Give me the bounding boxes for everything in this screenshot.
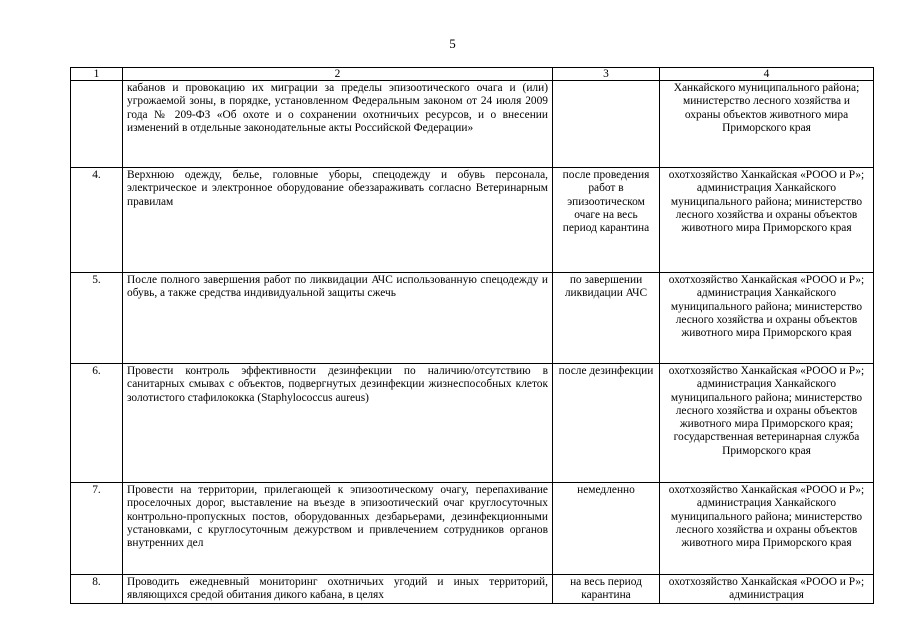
header-col-1: 1 [71,68,123,81]
row-number: 4. [71,168,123,273]
row-number: 7. [71,483,123,575]
table-row [71,168,874,273]
row-term: по завершении ликвидации АЧС [553,273,660,364]
row-term: немедленно [553,483,660,575]
row-term [553,81,660,168]
row-number: 6. [71,364,123,483]
row-responsible: охотхозяйство Ханкайская «РООО и Р»; администрация [660,575,874,604]
row-term: после проведения работ в эпизоотическом очаге на весь период карантина [553,168,660,273]
table-row [71,81,874,168]
row-number [71,81,123,168]
row-action: Верхнюю одежду, белье, головные уборы, спецодежду и обувь персонала, электрическое и электронное оборудование обеззараживать согласно Ветеринарным правилам [123,168,553,273]
row-number: 8. [71,575,123,604]
header-col-3: 3 [553,68,660,81]
row-term: на весь период карантина [553,575,660,604]
row-responsible: охотхозяйство Ханкайская «РООО и Р»; администрация Ханкайского муниципального района; министерство лесного хозяйства и охраны объектов животного мира Приморского края [660,168,874,273]
table-row [71,483,874,575]
row-action: После полного завершения работ по ликвидации АЧС использованную спецодежду и обувь, а также средства индивидуальной защиты сжечь [123,273,553,364]
measures-table [70,67,874,604]
page-number: 5 [449,36,456,51]
row-responsible: Ханкайского муниципального района; министерство лесного хозяйства и охраны объектов животного мира Приморского края [660,81,874,168]
table-header-row [71,68,874,81]
header-col-2: 2 [123,68,553,81]
row-action: Провести контроль эффективности дезинфекции по наличию/отсутствию в санитарных смывах с объектов, подвергнутых дезинфекции жизнеспособных клеток золотистого стафилококка (Staphylococcus aureus) [123,364,553,483]
row-action: Провести на территории, прилегающей к эпизоотическому очагу, перепахивание проселочных дорог, выставление на въезде в эпизоотический очаг круглосуточных контрольно-пропускных постов, оборудованных дезбарьерами, дезинфекционными установками, с круглосуточным дежурством и привлечением сотрудников органов внутренних дел [123,483,553,575]
table-row [71,575,874,604]
row-term: после дезинфекции [553,364,660,483]
row-action: кабанов и провокацию их миграции за пределы эпизоотического очага и (или) угрожаемой зоны, в порядке, установленном Федеральным законом от 24 июля 2009 года № 209-ФЗ «Об охоте и о сохранении охотничьих ресурсов, и о внесении изменений в отдельные законодательные акты Российской Федерации» [123,81,553,168]
table-row [71,273,874,364]
row-action: Проводить ежедневный мониторинг охотничьих угодий и иных территорий, являющихся средой обитания дикого кабана, в целях [123,575,553,604]
row-responsible: охотхозяйство Ханкайская «РООО и Р»; администрация Ханкайского муниципального района; министерство лесного хозяйства и охраны объектов животного мира Приморского края [660,273,874,364]
header-col-4: 4 [660,68,874,81]
row-responsible: охотхозяйство Ханкайская «РООО и Р»; администрация Ханкайского муниципального района; министерство лесного хозяйства и охраны объектов животного мира Приморского края [660,483,874,575]
table-row [71,364,874,483]
row-number: 5. [71,273,123,364]
row-responsible: охотхозяйство Ханкайская «РООО и Р»; администрация Ханкайского муниципального района; министерство лесного хозяйства и охраны объектов животного мира Приморского края; государственная ветеринарная служба Приморского края [660,364,874,483]
